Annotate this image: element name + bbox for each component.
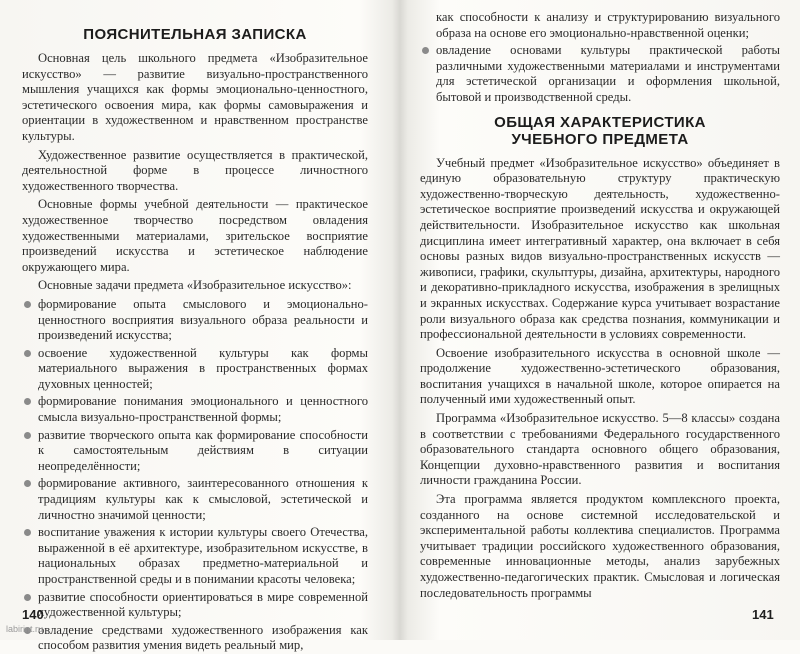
list-item bbox=[22, 297, 368, 344]
list-item bbox=[22, 476, 368, 523]
bullet-icon bbox=[24, 398, 31, 405]
list-item bbox=[22, 525, 368, 587]
left-page-title: ПОЯСНИТЕЛЬНАЯ ЗАПИСКА bbox=[83, 26, 307, 43]
page-number-right: 141 bbox=[752, 607, 774, 622]
list-item bbox=[22, 623, 368, 654]
paragraph: Программа «Изобразительное искусство. 5—8 классы» создана в соответствии с требованиями Федерального государственного образовательного стандарта основного общего образования, Концепции духовно-нравственного развития и воспитания личности гражданина России. bbox=[420, 411, 780, 488]
tasks-list-continued bbox=[420, 10, 780, 106]
list-item bbox=[22, 428, 368, 475]
tasks-list bbox=[22, 297, 368, 654]
list-item bbox=[22, 590, 368, 621]
list-item-text: овладение средствами художественного изображения как способом развития умения видеть реальный мир, bbox=[38, 622, 368, 653]
paragraph: Основные формы учебной деятельности — практическое художественное творчество посредством овладения художественными материалами, зрительское восприятие произведений искусства и эстетическое наблюдение окружающего мира. bbox=[22, 197, 368, 274]
bullet-icon bbox=[422, 47, 429, 54]
paragraph: Художественное развитие осуществляется в практической, деятельностной форме в процессе личностного художественного творчества. bbox=[22, 147, 368, 193]
paragraph: Основные задачи предмета «Изобразительное искусство»: bbox=[38, 278, 352, 293]
right-page-title-line1: ОБЩАЯ ХАРАКТЕРИСТИКА bbox=[494, 113, 706, 131]
list-item-text: развитие творческого опыта как формирование способности к самостоятельным действиям в ситуации неопределённости; bbox=[38, 427, 368, 473]
list-item bbox=[22, 394, 368, 425]
right-page-title bbox=[420, 114, 780, 148]
bullet-icon bbox=[24, 301, 31, 308]
list-item-text: развитие способности ориентироваться в мире современной художественной культуры; bbox=[38, 589, 368, 620]
list-item-continuation bbox=[420, 10, 780, 41]
bullet-icon bbox=[24, 350, 31, 357]
list-item-text: освоение художественной культуры как формы материального выражения в пространственных формах духовных ценностей; bbox=[38, 345, 368, 391]
paragraph: Основная цель школьного предмета «Изобразительное искусство» — развитие визуально-пространственного мышления учащихся как формы эмоционально-ценностного, эстетического освоения мира, как формы самовыражения и ориентации в художественном и нравственном пространстве культуры. bbox=[22, 51, 368, 143]
bullet-icon bbox=[24, 480, 31, 487]
watermark: labirint.ru bbox=[6, 624, 44, 634]
bullet-icon bbox=[24, 594, 31, 601]
list-item-text: овладение основами культуры практической работы различными художественными материалами и инструментами для эстетической организации и оформления школьной, бытовой и производственной среды. bbox=[436, 43, 780, 104]
right-page-title-line2: УЧЕБНОГО ПРЕДМЕТА bbox=[511, 130, 689, 148]
paragraph: Учебный предмет «Изобразительное искусство» объединяет в единую образовательную структуру практическую художественно-творческую деятельность, художественно-эстетическое восприятие произведений искусства и окружающей действительности. Изобразительное искусство как школьная дисциплина имеет интегративный характер, она включает в себя основы разных видов визуально-пространственных искусств — живописи, графики, скульптуры, дизайна, архитектуры, народного и декоративно-прикладного искусства, изображения в зрелищных и экранных искусствах. Содержание курса учитывает возрастание роли визуального образа как средства познания, коммуникации и профессиональной деятельности в условиях современности. bbox=[420, 155, 780, 342]
paragraph: Освоение изобразительного искусства в основной школе — продолжение художественно-эстетического образования, воспитания учащихся в начальной школе, которое опирается на полученный ими художественный опыт. bbox=[420, 345, 780, 407]
list-item bbox=[420, 43, 780, 105]
paragraph: Эта программа является продуктом комплексного проекта, созданного на основе системной исследовательской и экспериментальной работы коллектива специалистов. Программа учитывает традиции российского художественного образования, современные инновационные методы, анализ зарубежных художественно-педагогических практик. Смысловая и логическая последовательность программы bbox=[420, 492, 780, 600]
right-page bbox=[420, 10, 780, 600]
list-item-text: воспитание уважения к истории культуры своего Отечества, выраженной в её архитектуре, изобразительном искусстве, в национальных образах предметно-материальной и пространственной среды и в понимании красоты человека; bbox=[38, 525, 368, 586]
list-item-text: формирование опыта смыслового и эмоционально-ценностного восприятия визуального образа реальности и произведений искусства; bbox=[38, 296, 368, 343]
bullet-icon bbox=[24, 432, 31, 439]
list-item bbox=[22, 346, 368, 393]
page-number-left: 140 bbox=[22, 607, 44, 622]
list-item-text: формирование активного, заинтересованного отношения к традициям культуры как к смысловой, эстетической и личностно значимой ценности; bbox=[38, 476, 368, 522]
list-item-text: формирование понимания эмоционального и ценностного смысла визуально-пространственной формы; bbox=[38, 394, 368, 425]
list-item-text: как способности к анализу и структурированию визуального образа на основе его эмоционально-нравственной оценки; bbox=[436, 10, 780, 40]
bullet-icon bbox=[24, 529, 31, 536]
